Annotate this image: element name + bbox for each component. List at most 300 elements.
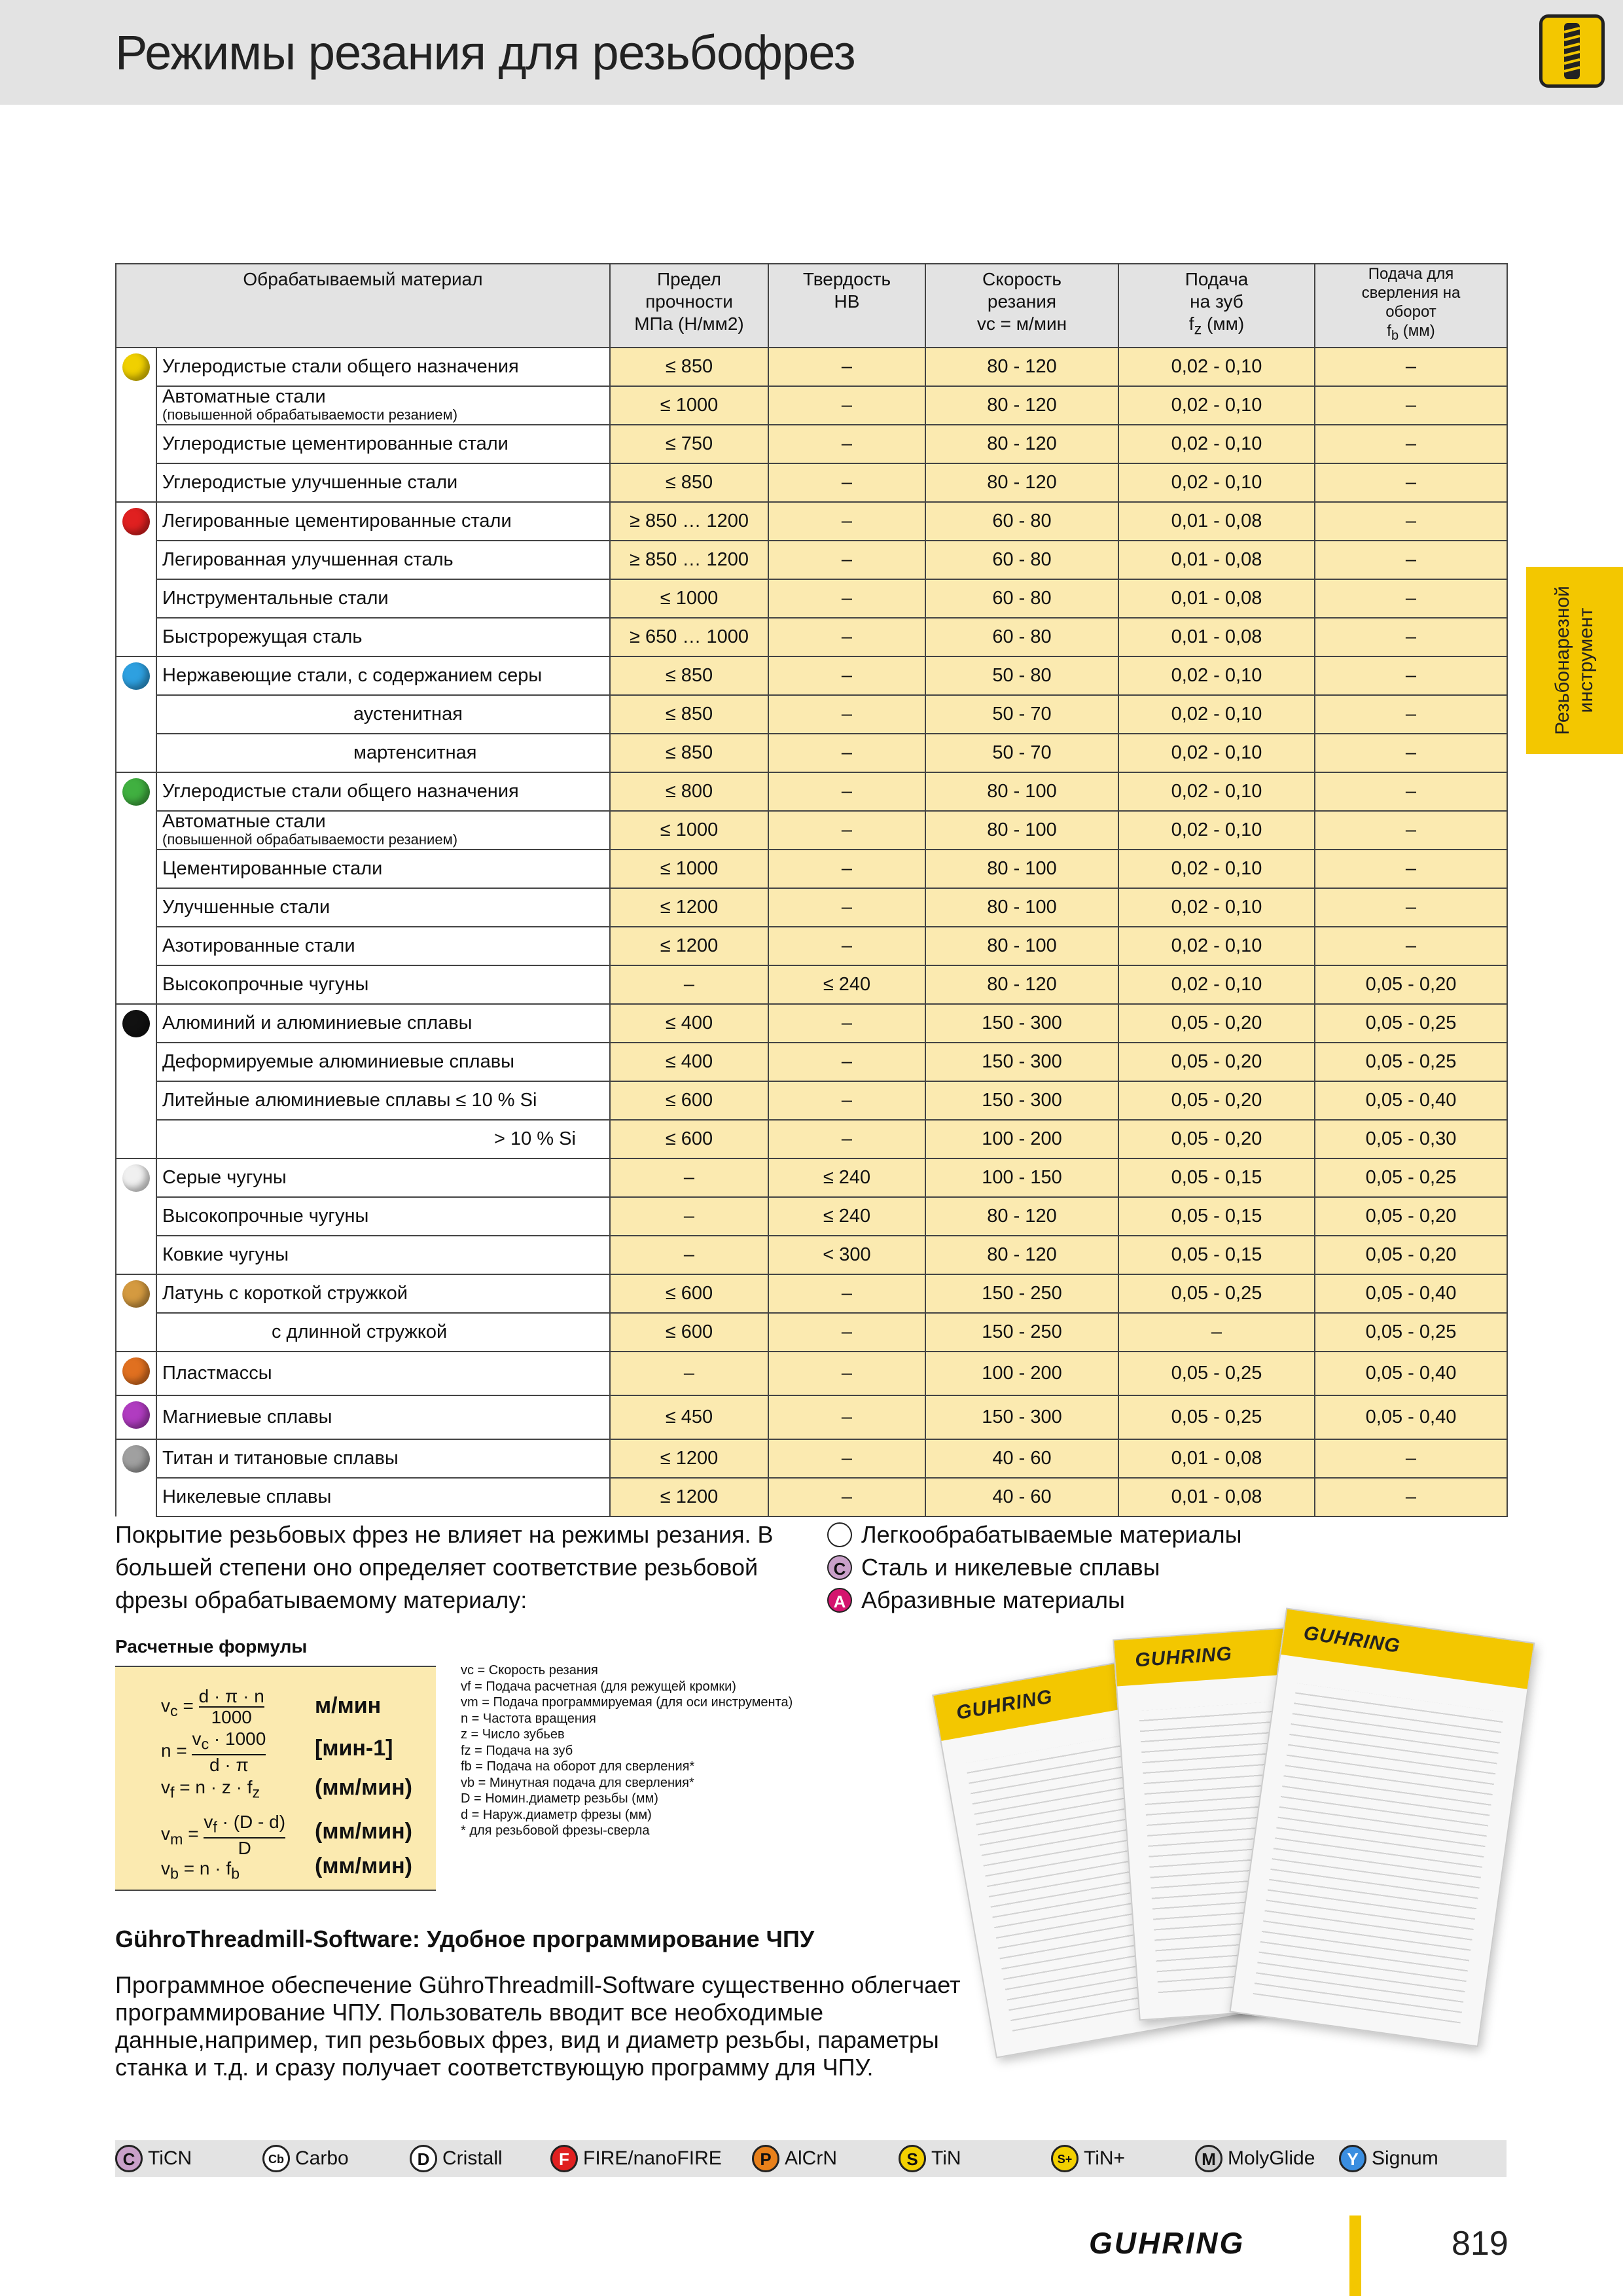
coating-item	[1051, 2145, 1125, 2172]
material-group-ball-icon	[116, 1395, 156, 1439]
fz-value: 0,01 - 0,08	[1118, 1478, 1315, 1516]
fb-value: 0,05 - 0,20	[1315, 1197, 1507, 1236]
header-material: Обрабатываемый материал	[116, 264, 610, 348]
hardness-value: –	[768, 579, 925, 618]
symbol-definition: vm = Подача программируемая (для оси инструмента)	[461, 1695, 793, 1710]
strength-value: ≤ 1000	[610, 386, 768, 425]
hardness-value: –	[768, 811, 925, 850]
speed-value: 80 - 100	[925, 888, 1118, 927]
footer-accent-bar	[1349, 2215, 1361, 2296]
material-group-ball-icon	[116, 1158, 156, 1274]
formula-symbols	[461, 1662, 793, 1839]
table-row	[116, 965, 1507, 1004]
legend-text: Сталь и никелевые сплавы	[861, 1554, 1160, 1581]
fb-value: 0,05 - 0,20	[1315, 1236, 1507, 1274]
fz-value: 0,01 - 0,08	[1118, 579, 1315, 618]
formula-vc: $v_c$ = $\frac{d \cdot \pi \cdot n}{1000}$	[161, 1686, 264, 1727]
fz-value: 0,01 - 0,08	[1118, 1439, 1315, 1478]
side-tab-line2: инструмент	[1575, 607, 1597, 713]
material-name: Деформируемые алюминиевые сплавы	[156, 1043, 610, 1081]
speed-value: 50 - 70	[925, 695, 1118, 734]
table-row	[116, 811, 1507, 850]
table-row	[116, 502, 1507, 541]
formula-vb: $v_b = n \cdot f_b$	[161, 1858, 240, 1882]
fz-value: 0,02 - 0,10	[1118, 348, 1315, 386]
header-fb: Подача для сверления на оборот $f_b$ (мм)	[1315, 264, 1507, 348]
hardness-value: –	[768, 463, 925, 502]
table-row	[116, 1004, 1507, 1043]
material-name: Нержавеющие стали, с содержанием серы	[156, 656, 610, 695]
fb-value: –	[1315, 888, 1507, 927]
strength-value: ≤ 1000	[610, 850, 768, 888]
fb-value: –	[1315, 386, 1507, 425]
speed-value: 150 - 300	[925, 1081, 1118, 1120]
speed-value: 150 - 250	[925, 1313, 1118, 1352]
speed-value: 60 - 80	[925, 541, 1118, 579]
material-name: мартенситная	[156, 734, 610, 772]
material-name: > 10 % Si	[156, 1120, 610, 1158]
page-number: 819	[1452, 2225, 1508, 2263]
hardness-value: –	[768, 1043, 925, 1081]
table-row	[116, 1352, 1507, 1395]
header-hardness: Твердость НВ	[768, 264, 925, 348]
table-row	[116, 1313, 1507, 1352]
material-group-ball-icon	[116, 1274, 156, 1352]
software-description: Программное обеспечение GühroThreadmill-Software существенно облегчает программирование ЧПУ. Пользователь вводит все необходимые данные,например, тип резьбовых фрез, вид и диаметр резьбы, параметры станка и т.д. и сразу получает соответствующую программу для ЧПУ.	[115, 1971, 961, 2081]
document-brand: GUHRING	[954, 1685, 1054, 1725]
material-group-ball-icon	[116, 772, 156, 1004]
symbol-definition: D = Номин.диаметр резьбы (мм)	[461, 1791, 658, 1806]
fz-value: 0,05 - 0,15	[1118, 1236, 1315, 1274]
strength-value: ≤ 1200	[610, 927, 768, 965]
circle-a-icon: A	[827, 1588, 852, 1613]
legend-item	[827, 1518, 1242, 1551]
legend-text: Абразивные материалы	[861, 1587, 1125, 1613]
material-name: Серые чугуны	[156, 1158, 610, 1197]
strength-value: ≤ 600	[610, 1120, 768, 1158]
formula-n: n = $\frac{v_c \cdot 1000}{d \cdot \pi}$	[161, 1729, 266, 1775]
coating-item	[1195, 2145, 1315, 2172]
speed-value: 100 - 150	[925, 1158, 1118, 1197]
fz-value: 0,02 - 0,10	[1118, 656, 1315, 695]
fb-value: –	[1315, 425, 1507, 463]
speed-value: 80 - 120	[925, 463, 1118, 502]
material-name: Углеродистые цементированные стали	[156, 425, 610, 463]
coating-item	[410, 2145, 503, 2172]
hardness-value: –	[768, 1439, 925, 1478]
header-fz: Подача на зуб $f_z$ (мм)	[1118, 264, 1315, 348]
fz-value: 0,02 - 0,10	[1118, 965, 1315, 1004]
speed-value: 40 - 60	[925, 1478, 1118, 1516]
speed-value: 80 - 100	[925, 927, 1118, 965]
material-group-ball-icon	[116, 348, 156, 502]
fb-value: –	[1315, 695, 1507, 734]
material-label: Автоматные стали	[162, 386, 326, 407]
fb-value: –	[1315, 927, 1507, 965]
coating-badge-icon: P	[752, 2145, 779, 2172]
legend-item	[827, 1551, 1242, 1584]
table-row	[116, 1197, 1507, 1236]
legend-text: Легкообрабатываемые материалы	[861, 1521, 1242, 1548]
coating-item	[262, 2145, 349, 2172]
unit: [мин-1]	[315, 1736, 393, 1761]
material-name	[156, 386, 610, 425]
hardness-value: –	[768, 1120, 925, 1158]
material-name: Инструментальные стали	[156, 579, 610, 618]
speed-value: 100 - 200	[925, 1120, 1118, 1158]
strength-value: ≤ 450	[610, 1395, 768, 1439]
material-name: Высокопрочные чугуны	[156, 965, 610, 1004]
material-group-ball-icon	[116, 656, 156, 772]
fz-value: 0,02 - 0,10	[1118, 850, 1315, 888]
material-name: аустенитная	[156, 695, 610, 734]
strength-value: ≤ 1200	[610, 1439, 768, 1478]
fb-value: –	[1315, 1439, 1507, 1478]
symbol-definition: d = Наруж.диаметр фрезы (мм)	[461, 1807, 652, 1822]
speed-value: 50 - 70	[925, 734, 1118, 772]
strength-value: ≤ 600	[610, 1313, 768, 1352]
symbol-definition: fb = Подача на оборот для сверления*	[461, 1759, 695, 1774]
coating-label: Carbo	[295, 2147, 349, 2169]
fz-value: 0,01 - 0,08	[1118, 618, 1315, 656]
fb-value: –	[1315, 850, 1507, 888]
fb-value: –	[1315, 772, 1507, 811]
fz-value: 0,05 - 0,25	[1118, 1274, 1315, 1313]
unit: (мм/мин)	[315, 1819, 412, 1844]
coating-label: MolyGlide	[1228, 2147, 1315, 2169]
fz-value: 0,05 - 0,25	[1118, 1395, 1315, 1439]
thread-tap-logo-icon	[1539, 14, 1605, 88]
material-group-ball-icon	[116, 502, 156, 656]
table-row	[116, 1395, 1507, 1439]
coating-label: AlCrN	[785, 2147, 837, 2169]
strength-value: ≥ 850 … 1200	[610, 502, 768, 541]
formula-vf: $v_f = n \cdot z \cdot f_z$	[161, 1777, 260, 1801]
strength-value: ≤ 800	[610, 772, 768, 811]
fb-value: 0,05 - 0,40	[1315, 1081, 1507, 1120]
hardness-value: –	[768, 541, 925, 579]
fz-value: 0,02 - 0,10	[1118, 463, 1315, 502]
symbol-definition: vb = Минутная подача для сверления*	[461, 1775, 694, 1790]
coating-badge-icon: S+	[1051, 2145, 1079, 2172]
hardness-value: –	[768, 927, 925, 965]
table-row	[116, 1081, 1507, 1120]
fb-value: –	[1315, 502, 1507, 541]
table-row	[116, 695, 1507, 734]
hardness-value: –	[768, 1395, 925, 1439]
fb-value: 0,05 - 0,40	[1315, 1274, 1507, 1313]
material-name: Углеродистые стали общего назначения	[156, 348, 610, 386]
material-name: Цементированные стали	[156, 850, 610, 888]
strength-value: ≥ 850 … 1200	[610, 541, 768, 579]
fz-value: 0,02 - 0,10	[1118, 734, 1315, 772]
table-row	[116, 656, 1507, 695]
speed-value: 40 - 60	[925, 1439, 1118, 1478]
material-note: (повышенной обрабатываемости резанием)	[162, 831, 458, 848]
speed-value: 150 - 300	[925, 1395, 1118, 1439]
fz-value: 0,05 - 0,20	[1118, 1004, 1315, 1043]
table-row	[116, 772, 1507, 811]
table-row	[116, 1043, 1507, 1081]
coating-badge-icon: F	[550, 2145, 578, 2172]
coating-badge-icon: M	[1195, 2145, 1222, 2172]
header-strength: Предел прочности МПа (Н/мм2)	[610, 264, 768, 348]
fb-value: 0,05 - 0,25	[1315, 1004, 1507, 1043]
table-row	[116, 386, 1507, 425]
table-row	[116, 1120, 1507, 1158]
fz-value: 0,02 - 0,10	[1118, 811, 1315, 850]
hardness-value: –	[768, 695, 925, 734]
fb-value: 0,05 - 0,40	[1315, 1352, 1507, 1395]
speed-value: 150 - 300	[925, 1004, 1118, 1043]
hardness-value: –	[768, 734, 925, 772]
coating-item	[1339, 2145, 1438, 2172]
speed-value: 50 - 80	[925, 656, 1118, 695]
speed-value: 80 - 100	[925, 850, 1118, 888]
document-brand: GUHRING	[1302, 1622, 1402, 1657]
table-row	[116, 1274, 1507, 1313]
speed-value: 150 - 250	[925, 1274, 1118, 1313]
strength-value: –	[610, 1197, 768, 1236]
hardness-value: ≤ 240	[768, 1197, 925, 1236]
strength-value: ≤ 1000	[610, 811, 768, 850]
hardness-value: –	[768, 1352, 925, 1395]
software-documents-illustration	[949, 1604, 1512, 2101]
fb-value: –	[1315, 811, 1507, 850]
software-title: GühroThreadmill-Software: Удобное программирование ЧПУ	[115, 1926, 815, 1952]
table-row	[116, 1478, 1507, 1516]
coating-label: FIRE/nanoFIRE	[583, 2147, 722, 2169]
material-name: Магниевые сплавы	[156, 1395, 610, 1439]
strength-value: ≤ 850	[610, 348, 768, 386]
table-row	[116, 618, 1507, 656]
strength-value: ≤ 1000	[610, 579, 768, 618]
coating-item	[115, 2145, 192, 2172]
symbol-definition: vf = Подача расчетная (для режущей кромки)	[461, 1679, 736, 1694]
fb-value: –	[1315, 734, 1507, 772]
material-group-ball-icon	[116, 1439, 156, 1516]
fb-value: 0,05 - 0,25	[1315, 1313, 1507, 1352]
formulas-box	[115, 1666, 436, 1891]
fz-value: 0,05 - 0,25	[1118, 1352, 1315, 1395]
hardness-value: –	[768, 656, 925, 695]
hardness-value: < 300	[768, 1236, 925, 1274]
material-legend	[827, 1518, 1242, 1617]
strength-value: ≤ 1200	[610, 888, 768, 927]
strength-value: ≤ 600	[610, 1274, 768, 1313]
fz-value: 0,02 - 0,10	[1118, 695, 1315, 734]
material-name: Азотированные стали	[156, 927, 610, 965]
coating-badge-icon: C	[115, 2145, 143, 2172]
table-row	[116, 1236, 1507, 1274]
symbol-definition: n = Частота вращения	[461, 1711, 596, 1726]
hardness-value: –	[768, 1274, 925, 1313]
speed-value: 80 - 120	[925, 425, 1118, 463]
speed-value: 80 - 120	[925, 1236, 1118, 1274]
symbol-definition: vc = Скорость резания	[461, 1663, 598, 1677]
strength-value: –	[610, 1158, 768, 1197]
hardness-value: –	[768, 1313, 925, 1352]
material-name: Ковкие чугуны	[156, 1236, 610, 1274]
coating-label: TiN	[931, 2147, 961, 2169]
fz-value: 0,02 - 0,10	[1118, 772, 1315, 811]
fb-value: –	[1315, 579, 1507, 618]
strength-value: ≤ 850	[610, 695, 768, 734]
header-speed: Скорость резания vc = м/мин	[925, 264, 1118, 348]
fz-value: 0,05 - 0,15	[1118, 1158, 1315, 1197]
fb-value: 0,05 - 0,25	[1315, 1158, 1507, 1197]
fz-value: –	[1118, 1313, 1315, 1352]
hardness-value: –	[768, 618, 925, 656]
hardness-value: –	[768, 1478, 925, 1516]
strength-value: ≤ 400	[610, 1043, 768, 1081]
cutting-data-table	[115, 263, 1508, 1517]
material-group-ball-icon	[116, 1004, 156, 1158]
material-name: Алюминий и алюминиевые сплавы	[156, 1004, 610, 1043]
fz-value: 0,01 - 0,08	[1118, 502, 1315, 541]
material-name: с длинной стружкой	[156, 1313, 610, 1352]
unit: (мм/мин)	[315, 1854, 412, 1878]
strength-value: –	[610, 965, 768, 1004]
table-row	[116, 579, 1507, 618]
hardness-value: –	[768, 348, 925, 386]
hardness-value: –	[768, 1081, 925, 1120]
fb-value: 0,05 - 0,25	[1315, 1043, 1507, 1081]
strength-value: ≤ 400	[610, 1004, 768, 1043]
fz-value: 0,01 - 0,08	[1118, 541, 1315, 579]
coating-label: TiN+	[1084, 2147, 1126, 2169]
hardness-value: –	[768, 888, 925, 927]
fz-value: 0,05 - 0,15	[1118, 1197, 1315, 1236]
hardness-value: –	[768, 772, 925, 811]
material-label: Автоматные стали	[162, 810, 326, 832]
material-name: Углеродистые улучшенные стали	[156, 463, 610, 502]
table-row	[116, 1439, 1507, 1478]
guhring-logo: GUHRING	[1089, 2226, 1245, 2260]
table-row	[116, 425, 1507, 463]
coating-badge-icon: Cb	[262, 2145, 290, 2172]
table-row	[116, 734, 1507, 772]
hardness-value: –	[768, 425, 925, 463]
fb-value: 0,05 - 0,20	[1315, 965, 1507, 1004]
fb-value: –	[1315, 1478, 1507, 1516]
material-name: Пластмассы	[156, 1352, 610, 1395]
table-row	[116, 1158, 1507, 1197]
coatings-bar	[115, 2140, 1507, 2177]
material-name: Титан и титановые сплавы	[156, 1439, 610, 1478]
speed-value: 80 - 100	[925, 772, 1118, 811]
strength-value: –	[610, 1236, 768, 1274]
unit: м/мин	[315, 1693, 382, 1718]
material-name: Высокопрочные чугуны	[156, 1197, 610, 1236]
material-name: Легированные цементированные стали	[156, 502, 610, 541]
speed-value: 80 - 120	[925, 386, 1118, 425]
formula-vm: $v_m$ = $\frac{v_f \cdot (D - d)}{D}$	[161, 1812, 286, 1858]
circle-c-icon: C	[827, 1555, 852, 1580]
material-name: Быстрорежущая сталь	[156, 618, 610, 656]
material-name: Углеродистые стали общего назначения	[156, 772, 610, 811]
table-row	[116, 927, 1507, 965]
speed-value: 60 - 80	[925, 502, 1118, 541]
strength-value: ≤ 600	[610, 1081, 768, 1120]
table-row	[116, 850, 1507, 888]
hardness-value: ≤ 240	[768, 1158, 925, 1197]
material-group-ball-icon	[116, 1352, 156, 1395]
fz-value: 0,05 - 0,20	[1118, 1081, 1315, 1120]
table-row	[116, 348, 1507, 386]
strength-value: ≤ 750	[610, 425, 768, 463]
fb-value: –	[1315, 541, 1507, 579]
fz-value: 0,05 - 0,20	[1118, 1043, 1315, 1081]
material-name: Улучшенные стали	[156, 888, 610, 927]
coating-badge-icon: D	[410, 2145, 437, 2172]
hardness-value: –	[768, 386, 925, 425]
circle-empty-icon	[827, 1522, 852, 1547]
fb-value: –	[1315, 618, 1507, 656]
formulas-title: Расчетные формулы	[115, 1636, 308, 1657]
table-row	[116, 541, 1507, 579]
fb-value: –	[1315, 348, 1507, 386]
symbol-definition: fz = Подача на зуб	[461, 1743, 573, 1758]
strength-value: –	[610, 1352, 768, 1395]
material-name: Никелевые сплавы	[156, 1478, 610, 1516]
unit: (мм/мин)	[315, 1775, 412, 1800]
hardness-value: ≤ 240	[768, 965, 925, 1004]
coating-label: Signum	[1372, 2147, 1438, 2169]
speed-value: 80 - 120	[925, 965, 1118, 1004]
fz-value: 0,02 - 0,10	[1118, 927, 1315, 965]
hardness-value: –	[768, 1004, 925, 1043]
material-name: Латунь с короткой стружкой	[156, 1274, 610, 1313]
speed-value: 60 - 80	[925, 618, 1118, 656]
hardness-value: –	[768, 502, 925, 541]
side-tab-line1: Резьбонарезной	[1552, 586, 1573, 735]
side-tab[interactable]	[1526, 567, 1623, 754]
symbol-definition: z = Число зубьев	[461, 1727, 565, 1742]
coating-badge-icon: Y	[1339, 2145, 1366, 2172]
speed-value: 80 - 100	[925, 811, 1118, 850]
speed-value: 80 - 120	[925, 1197, 1118, 1236]
material-note: (повышенной обрабатываемости резанием)	[162, 406, 458, 423]
document-brand: GUHRING	[1134, 1643, 1233, 1672]
strength-value: ≤ 850	[610, 656, 768, 695]
fb-value: 0,05 - 0,40	[1315, 1395, 1507, 1439]
material-name	[156, 811, 610, 850]
table-row	[116, 888, 1507, 927]
speed-value: 150 - 300	[925, 1043, 1118, 1081]
speed-value: 100 - 200	[925, 1352, 1118, 1395]
fz-value: 0,05 - 0,20	[1118, 1120, 1315, 1158]
coating-item	[899, 2145, 961, 2172]
coating-label: TiCN	[148, 2147, 192, 2169]
page-title: Режимы резания для резьбофрез	[115, 26, 855, 80]
strength-value: ≥ 650 … 1000	[610, 618, 768, 656]
coating-note: Покрытие резьбовых фрез не влияет на режимы резания. В большей степени оно определяет соответствие резьбовой фрезы обрабатываемому материалу:	[115, 1521, 774, 1613]
symbol-definition: * для резьбовой фрезы-сверла	[461, 1823, 650, 1838]
strength-value: ≤ 1200	[610, 1478, 768, 1516]
coating-item	[550, 2145, 722, 2172]
fz-value: 0,02 - 0,10	[1118, 425, 1315, 463]
strength-value: ≤ 850	[610, 463, 768, 502]
hardness-value: –	[768, 850, 925, 888]
speed-value: 80 - 120	[925, 348, 1118, 386]
fb-value: –	[1315, 463, 1507, 502]
material-name: Легированная улучшенная сталь	[156, 541, 610, 579]
table-row	[116, 463, 1507, 502]
fb-value: –	[1315, 656, 1507, 695]
material-name: Литейные алюминиевые сплавы ≤ 10 % Si	[156, 1081, 610, 1120]
fz-value: 0,02 - 0,10	[1118, 386, 1315, 425]
